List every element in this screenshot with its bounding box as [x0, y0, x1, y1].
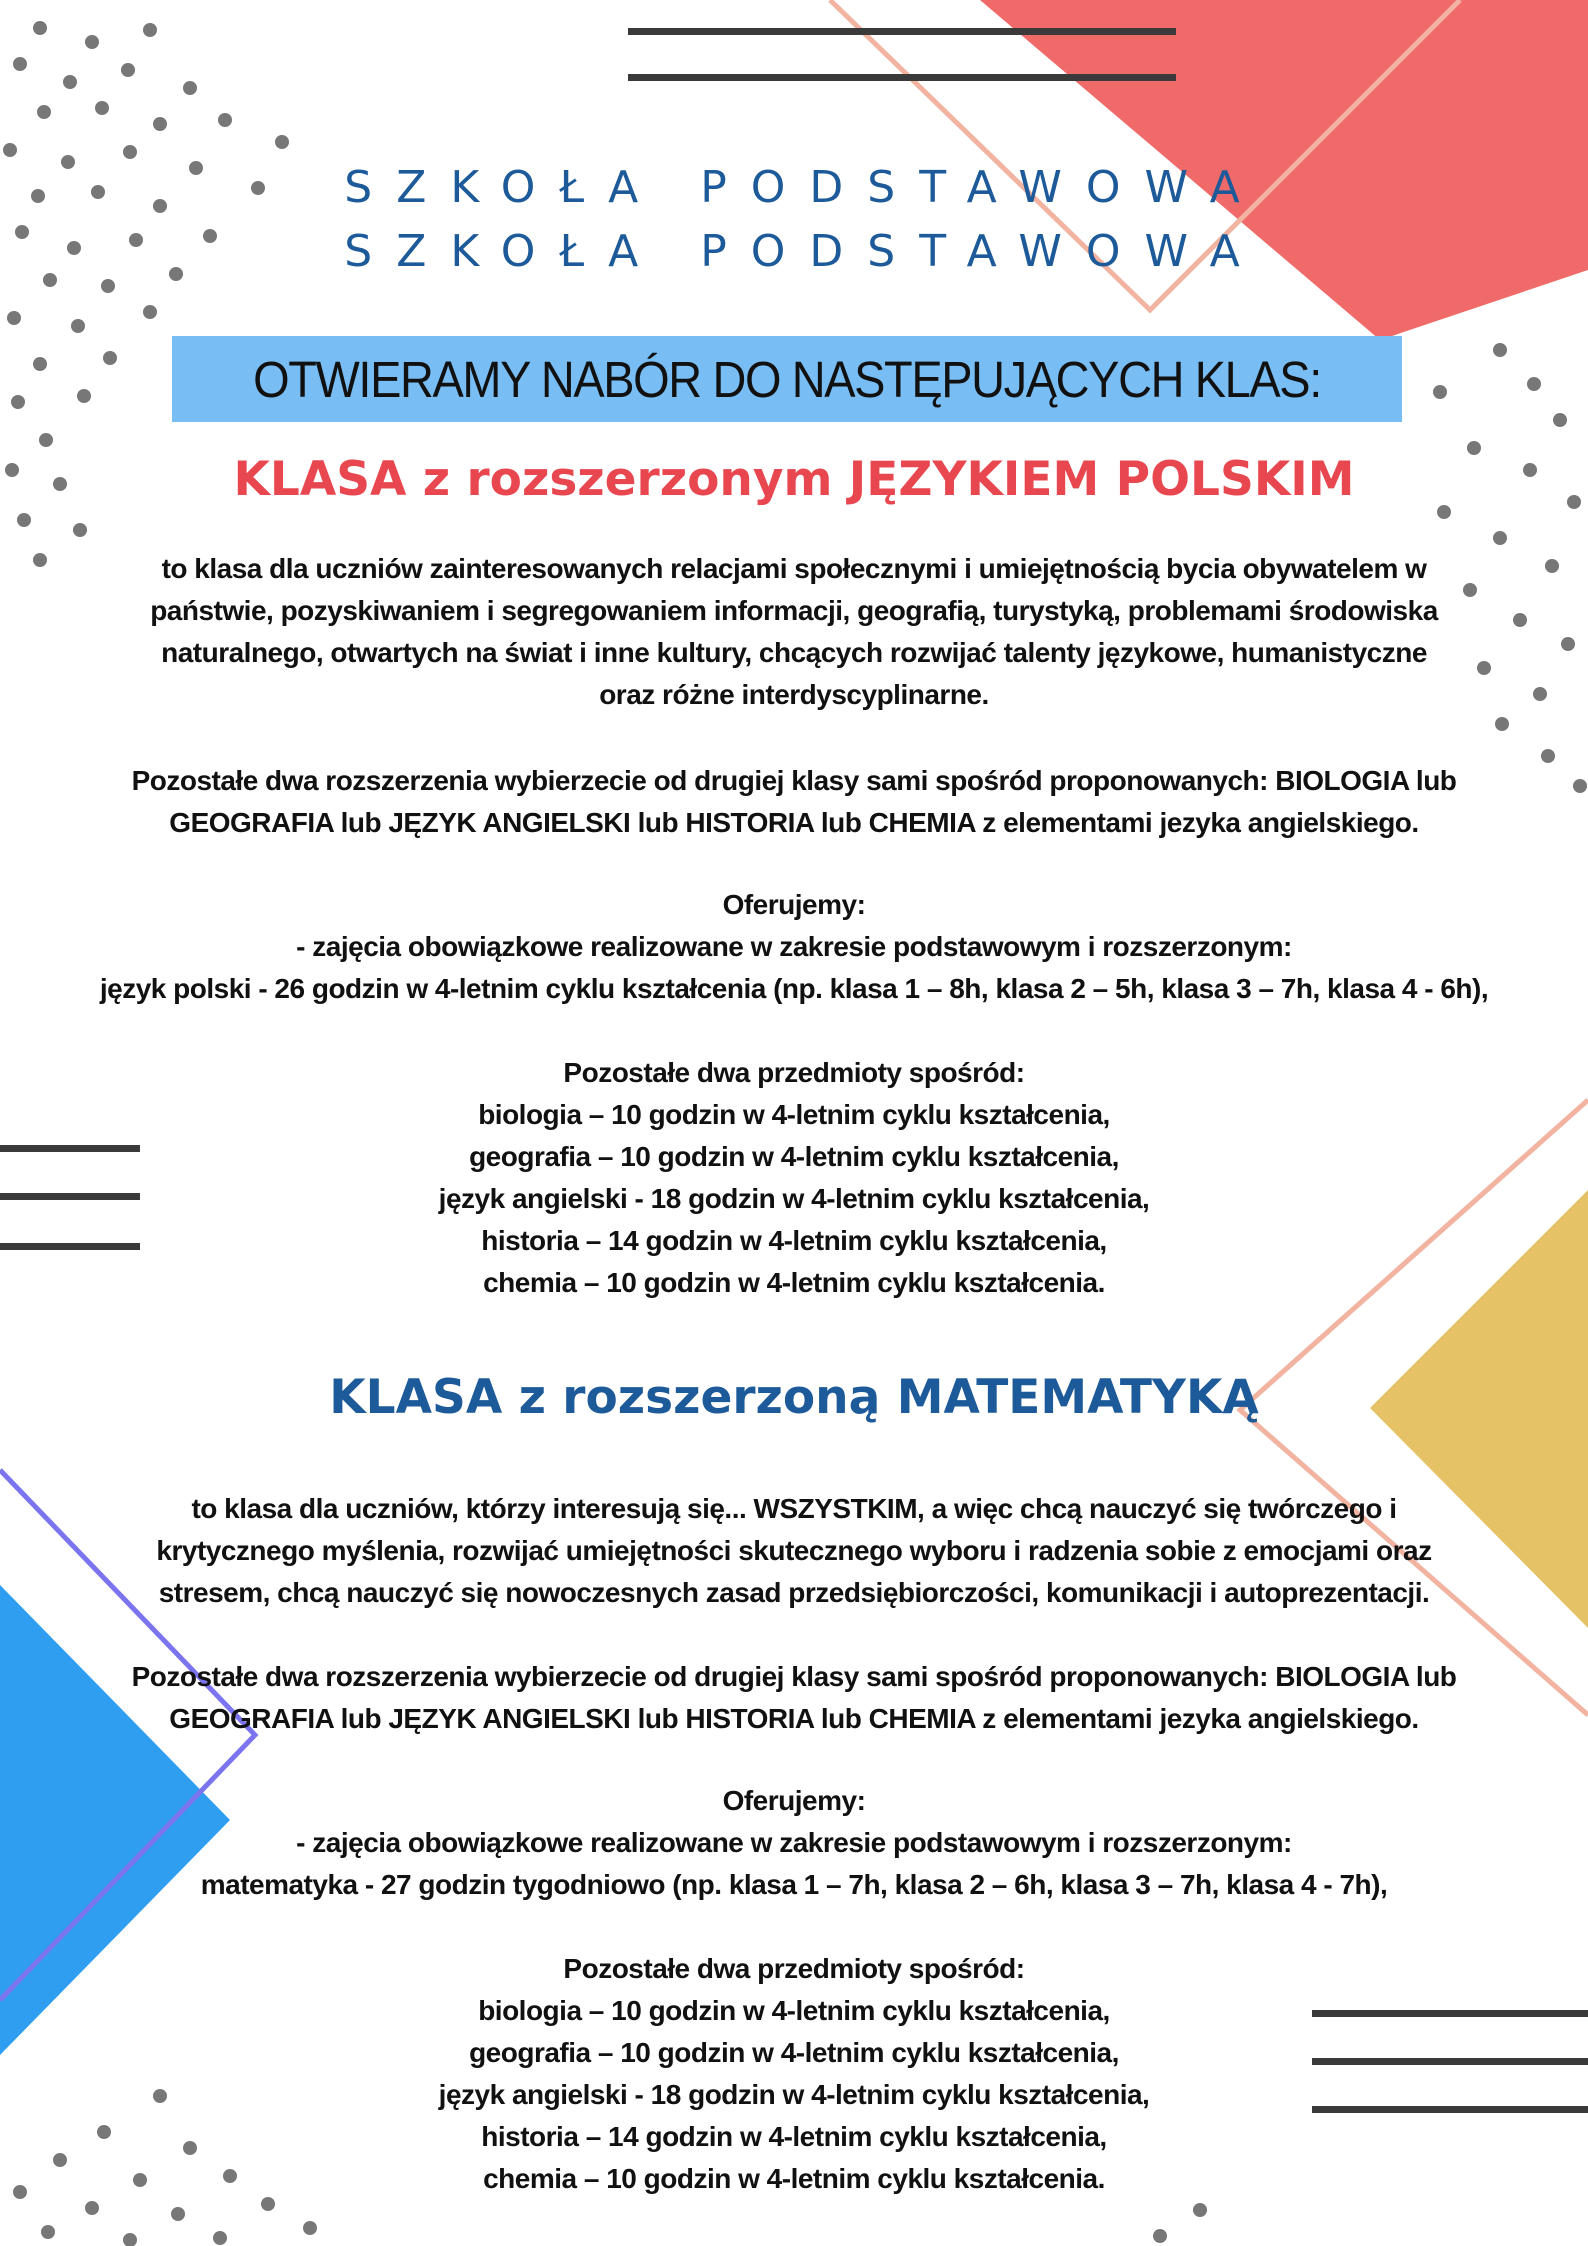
- polish-class-extensions: [40, 760, 1548, 844]
- text-line: państwie, pozyskiwaniem i segregowaniem informacji, geografią, turystyką, problemami środowiska: [150, 595, 1438, 626]
- text-line: język angielski - 18 godzin w 4-letnim cyklu kształcenia,: [438, 1183, 1150, 1214]
- decorative-stripe: [628, 28, 1176, 35]
- polish-class-offer: [40, 884, 1548, 1010]
- text-line: biologia – 10 godzin w 4-letnim cyklu kształcenia,: [478, 1995, 1110, 2026]
- math-class-title: KLASA z rozszerzoną MATEMATYKĄ: [329, 1370, 1259, 1425]
- text-line: Pozostałe dwa rozszerzenia wybierzecie od drugiej klasy sami spośród proponowanych: BIOLOGIA lub: [131, 765, 1457, 796]
- text-line: chemia – 10 godzin w 4-letnim cyklu kształcenia.: [483, 1267, 1105, 1298]
- text-line: krytycznego myślenia, rozwijać umiejętności skutecznego wyboru i radzenia sobie z emocjami oraz: [156, 1535, 1432, 1566]
- text-line: oraz różne interdyscyplinarne.: [599, 679, 989, 710]
- text-line: chemia – 10 godzin w 4-letnim cyklu kształcenia.: [483, 2163, 1105, 2194]
- polish-class-subjects: [40, 1052, 1548, 1304]
- text-line: historia – 14 godzin w 4-letnim cyklu kształcenia,: [481, 2121, 1107, 2152]
- text-line: - zajęcia obowiązkowe realizowane w zakresie podstawowym i rozszerzonym:: [296, 1827, 1292, 1858]
- text-line: to klasa dla uczniów, którzy interesują się... WSZYSTKIM, a więc chcą nauczyć się twórczego i: [191, 1493, 1397, 1524]
- polish-class-title: KLASA z rozszerzonym JĘZYKIEM POLSKIM: [233, 452, 1355, 507]
- math-class-subjects: [40, 1948, 1548, 2200]
- enrollment-banner-text: OTWIERAMY NABÓR DO NASTĘPUJĄCYCH KLAS:: [253, 351, 1321, 408]
- school-name-heading-repeat: SZKOŁA PODSTAWOWA: [344, 226, 1264, 277]
- decorative-stripe: [628, 74, 1176, 81]
- math-class-description: [40, 1488, 1548, 1614]
- text-line: GEOGRAFIA lub JĘZYK ANGIELSKI lub HISTORIA lub CHEMIA z elementami jezyka angielskiego.: [169, 1703, 1419, 1734]
- text-line: Oferujemy:: [722, 889, 866, 920]
- text-line: to klasa dla uczniów zainteresowanych relacjami społecznymi i umiejętnością bycia obywatelem w: [161, 553, 1427, 584]
- text-line: język angielski - 18 godzin w 4-letnim cyklu kształcenia,: [438, 2079, 1150, 2110]
- math-class-offer: [40, 1780, 1548, 1906]
- text-line: geografia – 10 godzin w 4-letnim cyklu kształcenia,: [469, 2037, 1119, 2068]
- school-name-heading: SZKOŁA PODSTAWOWA: [344, 162, 1264, 213]
- text-line: język polski - 26 godzin w 4-letnim cyklu kształcenia (np. klasa 1 – 8h, klasa 2 – 5h, klasa 3 – 7h, klasa 4 - 6h),: [99, 973, 1489, 1004]
- text-line: Pozostałe dwa rozszerzenia wybierzecie od drugiej klasy sami spośród proponowanych: BIOLOGIA lub: [131, 1661, 1457, 1692]
- text-line: Oferujemy:: [722, 1785, 866, 1816]
- text-line: naturalnego, otwartych na świat i inne kultury, chcących rozwijać talenty językowe, humanistyczne: [161, 637, 1427, 668]
- text-line: geografia – 10 godzin w 4-letnim cyklu kształcenia,: [469, 1141, 1119, 1172]
- text-line: - zajęcia obowiązkowe realizowane w zakresie podstawowym i rozszerzonym:: [296, 931, 1292, 962]
- text-line: biologia – 10 godzin w 4-letnim cyklu kształcenia,: [478, 1099, 1110, 1130]
- text-line: historia – 14 godzin w 4-letnim cyklu kształcenia,: [481, 1225, 1107, 1256]
- text-line: Pozostałe dwa przedmioty spośród:: [563, 1953, 1025, 1984]
- math-class-extensions: [40, 1656, 1548, 1740]
- polish-class-description: [40, 548, 1548, 716]
- text-line: stresem, chcą nauczyć się nowoczesnych zasad przedsiębiorczości, komunikacji i autoprezentacji.: [158, 1577, 1430, 1608]
- text-line: GEOGRAFIA lub JĘZYK ANGIELSKI lub HISTORIA lub CHEMIA z elementami jezyka angielskiego.: [169, 807, 1419, 838]
- text-line: matematyka - 27 godzin tygodniowo (np. klasa 1 – 7h, klasa 2 – 6h, klasa 3 – 7h, klasa 4 - 7h),: [200, 1869, 1388, 1900]
- text-line: Pozostałe dwa przedmioty spośród:: [563, 1057, 1025, 1088]
